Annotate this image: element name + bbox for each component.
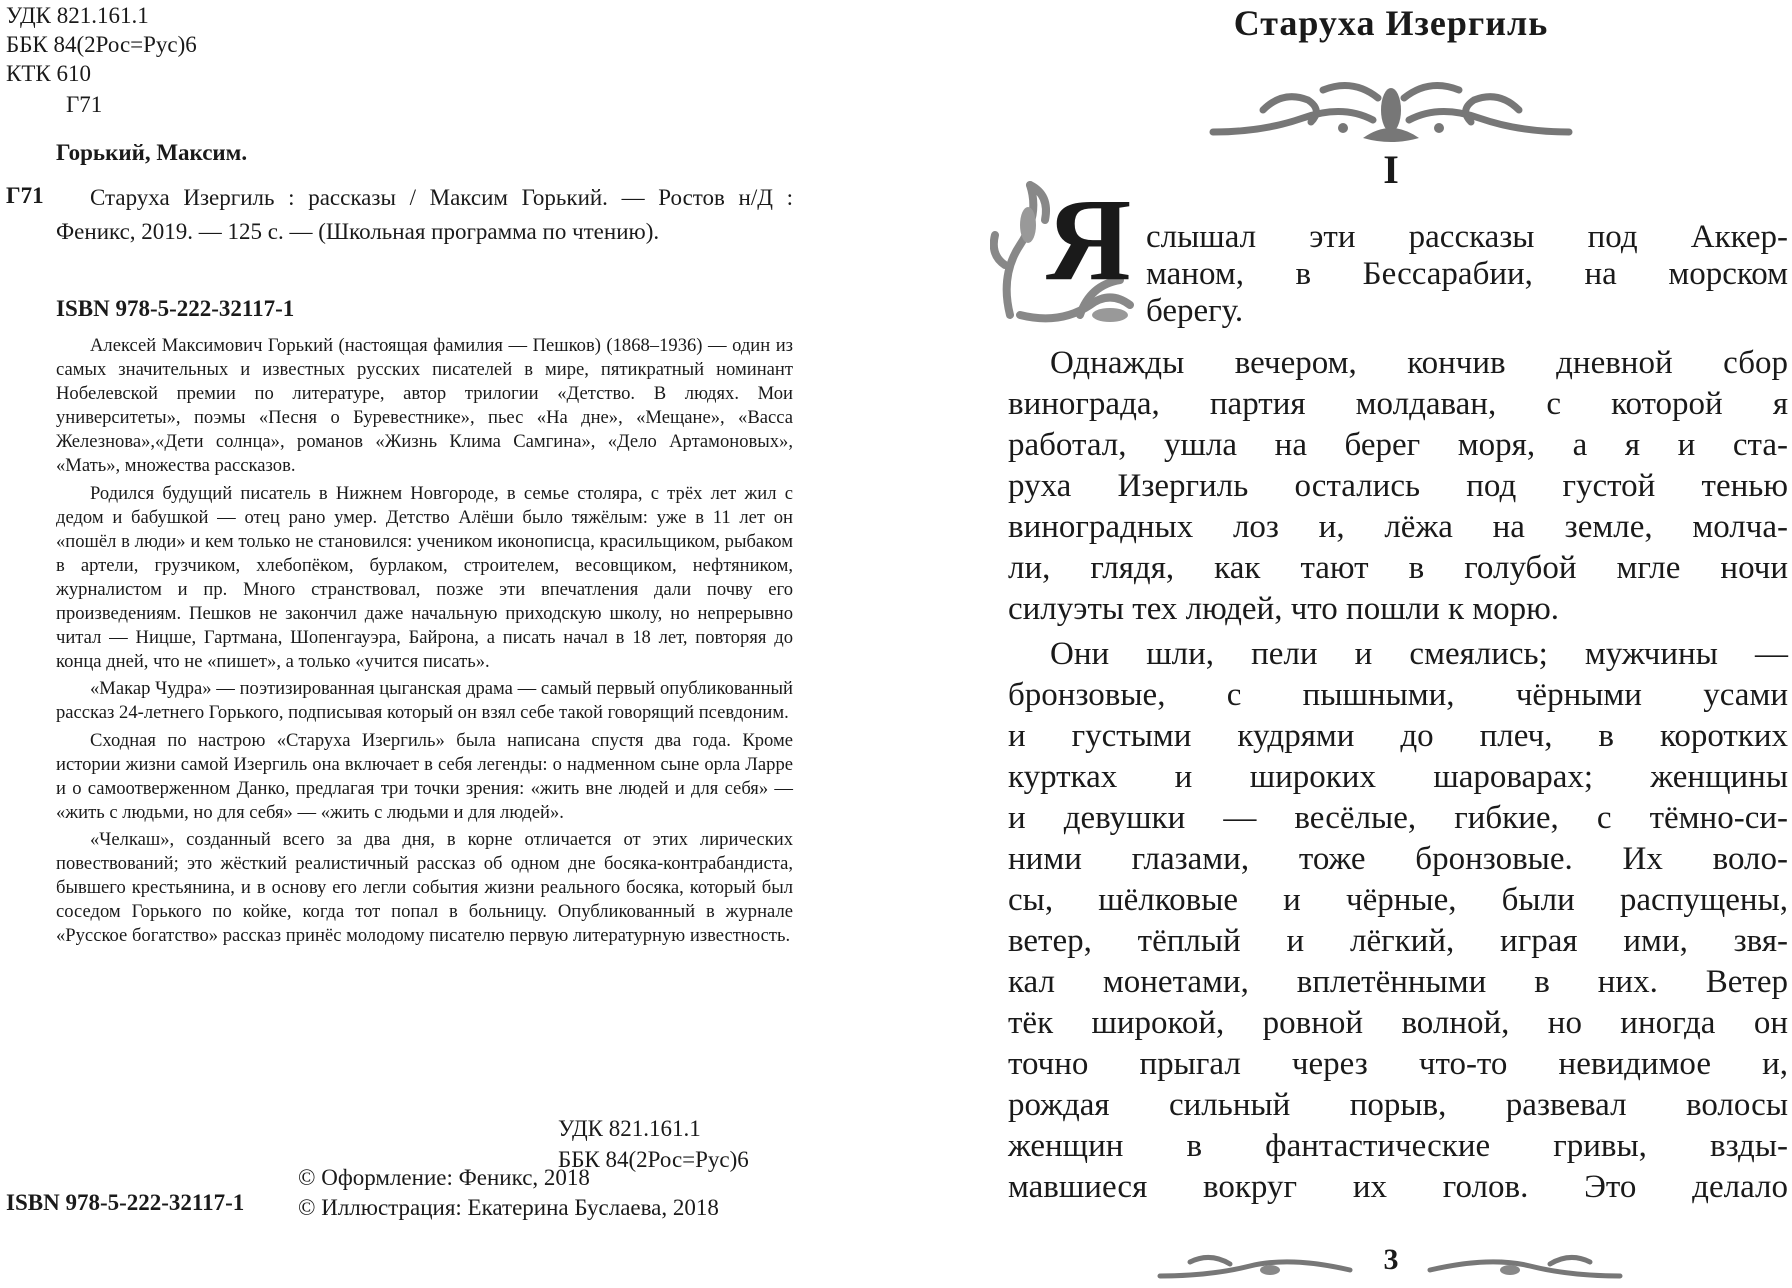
story-line: сы, шёлковые и чёрные, были распущены, xyxy=(1008,882,1788,918)
story-line: кал монетами, вплетёнными в них. Ветер xyxy=(1008,964,1788,1000)
story-line: и девушки — весёлые, гибкие, с тёмно-си- xyxy=(1008,800,1788,836)
page-number: 3 xyxy=(1383,1243,1399,1276)
annotation-paragraph: «Челкаш», созданный всего за два дня, в корне отличается от этих лирических повествований; это жёсткий реалистичный рассказ об одном дне босяка-контрабандиста, бывшего крестьянина, и в основу его легли события жизни реального босяка, который был соседом Горького по койке, когда тот попал в больницу. Опубликованный в журнале «Русское богатство» рассказ принёс молодому писателю первую литературную известность. xyxy=(56,828,793,947)
chapter-number: I xyxy=(1383,147,1399,192)
story-line: женщин в фантастические гривы, взды- xyxy=(1008,1128,1788,1164)
catalog-udk: УДК 821.161.1 xyxy=(6,3,149,28)
bibliographic-record: Старуха Изергиль : рассказы / Максим Горький. — Ростов н/Д : Феникс, 2019. — 125 с. — (Школьная программа по чтению). xyxy=(56,185,793,244)
author-code: Г71 xyxy=(6,183,44,208)
author-heading: Горький, Максим. xyxy=(56,140,248,165)
isbn-top: ISBN 978-5-222-32117-1 xyxy=(56,296,295,321)
catalog-bbk: ББК 84(2Рос=Рус)6 xyxy=(6,32,197,57)
title-ornament-icon xyxy=(1203,70,1579,150)
story-line: Они шли, пели и смеялись; мужчины — xyxy=(1050,636,1788,672)
copyright-design: © Оформление: Феникс, 2018 xyxy=(298,1165,590,1190)
story-line: берегу. xyxy=(1146,293,1244,329)
bottom-bbk: ББК 84(2Рос=Рус)6 xyxy=(558,1147,749,1172)
story-title: Старуха Изергиль xyxy=(1233,3,1549,43)
story-line: силуэты тех людей, что пошли к морю. xyxy=(1008,591,1560,627)
drop-cap: Я xyxy=(1046,174,1132,305)
catalog-ktk: КТК 610 xyxy=(6,61,91,86)
story-line: тёк широкой, ровной волной, но иногда он xyxy=(1008,1005,1788,1041)
story-line: виноградных лоз и, лёжа на земле, молча- xyxy=(1008,509,1788,545)
right-page xyxy=(990,0,1792,1288)
annotation-paragraph: Родился будущий писатель в Нижнем Новгороде, в семье столяра, с трёх лет жил с дедом и бабушкой — отец рано умер. Детство Алёши было тяжёлым: уже в 11 лет он «пошёл в люди» и кем только не становился: учеником иконописца, красильщиком, рыбаком в артели, грузчиком, хлебопёком, бурлаком, строителем, весовщиком, нефтяником, журналистом и пр. Много странствовал, позже эти впечатления дали почву его произведениям. Пешков не закончил даже начальную приходскую школу, но непрерывно читал — Ницше, Гартмана, Шопенгауэра, Байрона, а писать начал в 18 лет, повторяя до конца дней, что не «пишет», а только «учится писать». xyxy=(56,482,793,673)
left-page xyxy=(0,0,800,1288)
annotation-paragraph: Сходная по настрою «Старуха Изергиль» была написана спустя два года. Кроме истории жизни самой Изергиль она включает в себя легенды: о надменном сыне орла Ларре и о самоотверженном Данко, предлагая три точки зрения: «жить вне людей и для себя» — «жить с людьми, но для себя» — «жить с людьми и для людей». xyxy=(56,729,793,823)
story-line: ветер, тёплый и лёгкий, играя ими, звя- xyxy=(1008,923,1788,959)
story-line: маном, в Бессарабии, на морском xyxy=(1146,256,1788,292)
story-line: мавшиеся вокруг их голов. Это делало xyxy=(1008,1169,1788,1205)
isbn-bottom: ISBN 978-5-222-32117-1 xyxy=(6,1190,245,1215)
annotation-paragraph: Алексей Максимович Горький (настоящая фамилия — Пешков) (1868–1936) — один из самых значительных и известных русских писателей в мире, пятикратный номинант Нобелевской премии по литературе, автор трилогии «Детство. В людях. Мои университеты», поэмы «Песня о Буревестнике», пьес «На дне», «Мещане», «Васса Железнова»,«Дети солнца», романов «Жизнь Клима Самгина», «Дело Артамоновых», «Мать», множества рассказов. xyxy=(56,335,793,477)
story-line: ли, глядя, как тают в голубой мгле ночи xyxy=(1008,550,1788,586)
story-line: слышал эти рассказы под Аккер- xyxy=(1146,219,1788,255)
story-line: винограда, партия молдаван, с которой я xyxy=(1008,386,1788,422)
story-line: и густыми кудрями до плеч, в коротких xyxy=(1008,718,1788,754)
story-line: рождая сильный порыв, развевал волосы xyxy=(1008,1087,1788,1123)
story-line: куртках и широких шароварах; женщины xyxy=(1008,759,1788,795)
story-line: точно прыгал через что-то невидимое и, xyxy=(1008,1046,1788,1082)
catalog-author-mark: Г71 xyxy=(66,92,103,117)
annotation-paragraph: «Макар Чудра» — поэтизированная цыганская драма — самый первый опубликованный рассказ 24-летнего Горького, подписывая который он взял себе такой говорящий псевдоним. xyxy=(56,678,793,724)
story-line: ними глазами, тоже бронзовые. Их воло- xyxy=(1008,841,1788,877)
story-line: руха Изергиль остались под густой тенью xyxy=(1008,468,1788,504)
copyright-illustration: © Иллюстрация: Екатерина Буслаева, 2018 xyxy=(298,1195,719,1220)
story-line: бронзовые, с пышными, чёрными усами xyxy=(1008,677,1788,713)
story-line: работал, ушла на берег моря, а я и ста- xyxy=(1008,427,1788,463)
bottom-udk: УДК 821.161.1 xyxy=(558,1116,701,1141)
story-line: Однажды вечером, кончив дневной сбор xyxy=(1050,345,1788,381)
annotation xyxy=(56,334,793,951)
